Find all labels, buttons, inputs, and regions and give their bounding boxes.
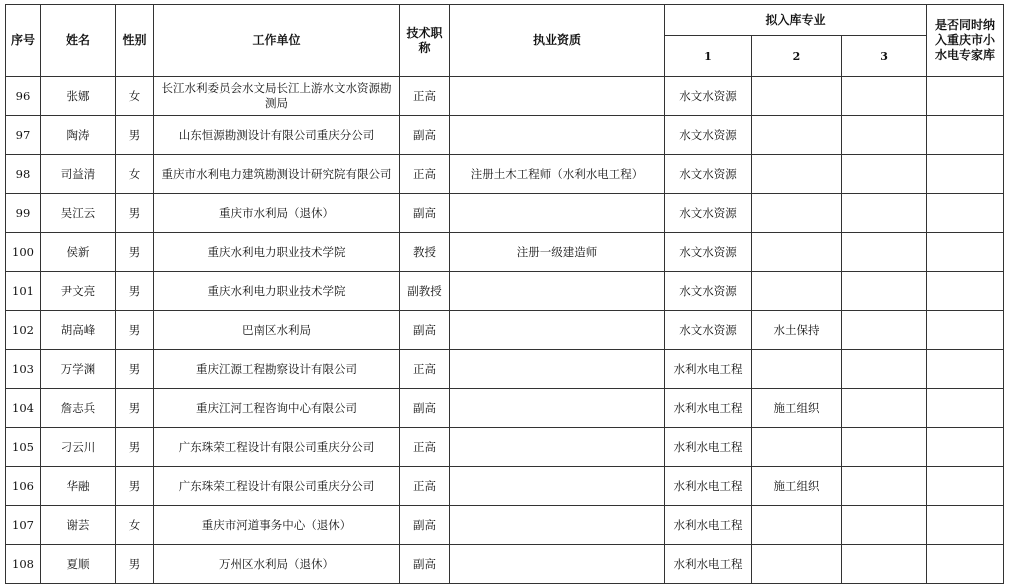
cell-spec-1: 水利水电工程: [665, 545, 752, 584]
cell-spec-1: 水文水资源: [665, 155, 752, 194]
cell-spec-2: [752, 155, 842, 194]
cell-gender: 男: [116, 311, 154, 350]
cell-unit: 巴南区水利局: [154, 311, 400, 350]
cell-spec-2: [752, 194, 842, 233]
cell-spec-1: 水利水电工程: [665, 467, 752, 506]
cell-qualification: 注册土木工程师（水利水电工程）: [450, 155, 665, 194]
cell-title: 副高: [400, 389, 450, 428]
cell-spec-2: [752, 116, 842, 155]
cell-no: 104: [6, 389, 41, 428]
cell-spec-1: 水文水资源: [665, 272, 752, 311]
cell-no: 108: [6, 545, 41, 584]
cell-qualification: [450, 467, 665, 506]
cell-spec-3: [842, 116, 927, 155]
cell-spec-1: 水文水资源: [665, 116, 752, 155]
cell-title: 副高: [400, 116, 450, 155]
cell-spec-1: 水文水资源: [665, 233, 752, 272]
cell-spec-3: [842, 272, 927, 311]
cell-also-in: [927, 155, 1004, 194]
cell-spec-2: [752, 350, 842, 389]
cell-spec-2: [752, 545, 842, 584]
table-row: [6, 116, 1004, 155]
cell-title: 正高: [400, 428, 450, 467]
cell-name: 侯新: [41, 233, 116, 272]
cell-title: 正高: [400, 155, 450, 194]
cell-gender: 男: [116, 194, 154, 233]
cell-title: 正高: [400, 350, 450, 389]
cell-spec-2: [752, 428, 842, 467]
cell-spec-1: 水文水资源: [665, 311, 752, 350]
header-unit: 工作单位: [154, 5, 400, 77]
cell-name: 万学渊: [41, 350, 116, 389]
cell-no: 103: [6, 350, 41, 389]
cell-also-in: [927, 545, 1004, 584]
cell-gender: 男: [116, 428, 154, 467]
cell-spec-2: [752, 77, 842, 116]
cell-also-in: [927, 389, 1004, 428]
cell-also-in: [927, 506, 1004, 545]
cell-no: 97: [6, 116, 41, 155]
cell-qualification: [450, 506, 665, 545]
cell-qualification: [450, 77, 665, 116]
cell-also-in: [927, 350, 1004, 389]
cell-no: 98: [6, 155, 41, 194]
cell-name: 詹志兵: [41, 389, 116, 428]
cell-no: 102: [6, 311, 41, 350]
cell-name: 刁云川: [41, 428, 116, 467]
cell-spec-3: [842, 194, 927, 233]
cell-also-in: [927, 77, 1004, 116]
cell-spec-3: [842, 428, 927, 467]
cell-spec-1: 水文水资源: [665, 194, 752, 233]
cell-name: 张娜: [41, 77, 116, 116]
cell-title: 教授: [400, 233, 450, 272]
cell-gender: 女: [116, 506, 154, 545]
cell-spec-2: 施工组织: [752, 467, 842, 506]
cell-unit: 重庆市水利局（退休）: [154, 194, 400, 233]
cell-spec-3: [842, 350, 927, 389]
cell-title: 正高: [400, 77, 450, 116]
cell-spec-3: [842, 233, 927, 272]
cell-qualification: [450, 272, 665, 311]
expert-table: [5, 4, 1004, 584]
cell-spec-1: 水利水电工程: [665, 389, 752, 428]
header-spec-1: 1: [665, 36, 752, 77]
header-spec-2: 2: [752, 36, 842, 77]
cell-gender: 男: [116, 272, 154, 311]
cell-no: 101: [6, 272, 41, 311]
cell-name: 华融: [41, 467, 116, 506]
cell-qualification: [450, 389, 665, 428]
table-row: [6, 194, 1004, 233]
table-row: [6, 467, 1004, 506]
cell-no: 106: [6, 467, 41, 506]
table-row: [6, 272, 1004, 311]
cell-title: 正高: [400, 467, 450, 506]
header-specialty: 拟入库专业: [665, 5, 927, 36]
table-row: [6, 233, 1004, 272]
cell-name: 司益清: [41, 155, 116, 194]
cell-qualification: 注册一级建造师: [450, 233, 665, 272]
cell-unit: 重庆江源工程勘察设计有限公司: [154, 350, 400, 389]
table-row: [6, 77, 1004, 116]
cell-title: 副教授: [400, 272, 450, 311]
cell-name: 陶涛: [41, 116, 116, 155]
header-name: 姓名: [41, 5, 116, 77]
cell-gender: 男: [116, 233, 154, 272]
cell-qualification: [450, 311, 665, 350]
table-row: [6, 545, 1004, 584]
table-row: [6, 155, 1004, 194]
cell-name: 吴江云: [41, 194, 116, 233]
header-no: 序号: [6, 5, 41, 77]
cell-unit: 重庆江河工程咨询中心有限公司: [154, 389, 400, 428]
cell-gender: 男: [116, 116, 154, 155]
cell-spec-2: [752, 233, 842, 272]
cell-spec-3: [842, 545, 927, 584]
cell-name: 胡高峰: [41, 311, 116, 350]
cell-also-in: [927, 467, 1004, 506]
header-qualification: 执业资质: [450, 5, 665, 77]
cell-qualification: [450, 350, 665, 389]
cell-title: 副高: [400, 311, 450, 350]
cell-also-in: [927, 311, 1004, 350]
cell-unit: 万州区水利局（退休）: [154, 545, 400, 584]
cell-spec-3: [842, 389, 927, 428]
cell-unit: 重庆水利电力职业技术学院: [154, 233, 400, 272]
cell-also-in: [927, 428, 1004, 467]
cell-qualification: [450, 545, 665, 584]
cell-gender: 女: [116, 155, 154, 194]
cell-title: 副高: [400, 545, 450, 584]
cell-spec-1: 水利水电工程: [665, 428, 752, 467]
cell-qualification: [450, 116, 665, 155]
cell-name: 尹文亮: [41, 272, 116, 311]
cell-spec-3: [842, 311, 927, 350]
cell-qualification: [450, 428, 665, 467]
table-row: [6, 350, 1004, 389]
cell-gender: 女: [116, 77, 154, 116]
cell-spec-3: [842, 467, 927, 506]
table-row: [6, 389, 1004, 428]
cell-spec-3: [842, 77, 927, 116]
cell-qualification: [450, 194, 665, 233]
cell-unit: 广东珠荣工程设计有限公司重庆分公司: [154, 467, 400, 506]
cell-spec-3: [842, 155, 927, 194]
cell-spec-1: 水利水电工程: [665, 506, 752, 545]
cell-spec-2: [752, 506, 842, 545]
cell-spec-2: 水土保持: [752, 311, 842, 350]
cell-also-in: [927, 194, 1004, 233]
cell-gender: 男: [116, 545, 154, 584]
cell-name: 谢芸: [41, 506, 116, 545]
cell-unit: 广东珠荣工程设计有限公司重庆分公司: [154, 428, 400, 467]
cell-spec-1: 水利水电工程: [665, 350, 752, 389]
cell-spec-3: [842, 506, 927, 545]
cell-gender: 男: [116, 350, 154, 389]
cell-no: 105: [6, 428, 41, 467]
cell-no: 107: [6, 506, 41, 545]
cell-no: 96: [6, 77, 41, 116]
cell-spec-2: [752, 272, 842, 311]
table-row: [6, 506, 1004, 545]
header-spec-3: 3: [842, 36, 927, 77]
cell-unit: 重庆市河道事务中心（退休）: [154, 506, 400, 545]
table-row: [6, 311, 1004, 350]
cell-name: 夏顺: [41, 545, 116, 584]
header-gender: 性别: [116, 5, 154, 77]
header-title: 技术职称: [400, 5, 450, 77]
cell-spec-2: 施工组织: [752, 389, 842, 428]
cell-also-in: [927, 272, 1004, 311]
cell-title: 副高: [400, 194, 450, 233]
cell-no: 100: [6, 233, 41, 272]
header-also-in: 是否同时纳入重庆市小水电专家库: [927, 5, 1004, 77]
cell-unit: 山东恒源勘测设计有限公司重庆分公司: [154, 116, 400, 155]
cell-unit: 重庆水利电力职业技术学院: [154, 272, 400, 311]
cell-unit: 长江水利委员会水文局长江上游水文水资源勘测局: [154, 77, 400, 116]
cell-also-in: [927, 116, 1004, 155]
cell-also-in: [927, 233, 1004, 272]
cell-gender: 男: [116, 389, 154, 428]
cell-title: 副高: [400, 506, 450, 545]
cell-spec-1: 水文水资源: [665, 77, 752, 116]
cell-gender: 男: [116, 467, 154, 506]
cell-unit: 重庆市水利电力建筑勘测设计研究院有限公司: [154, 155, 400, 194]
cell-no: 99: [6, 194, 41, 233]
table-row: [6, 428, 1004, 467]
